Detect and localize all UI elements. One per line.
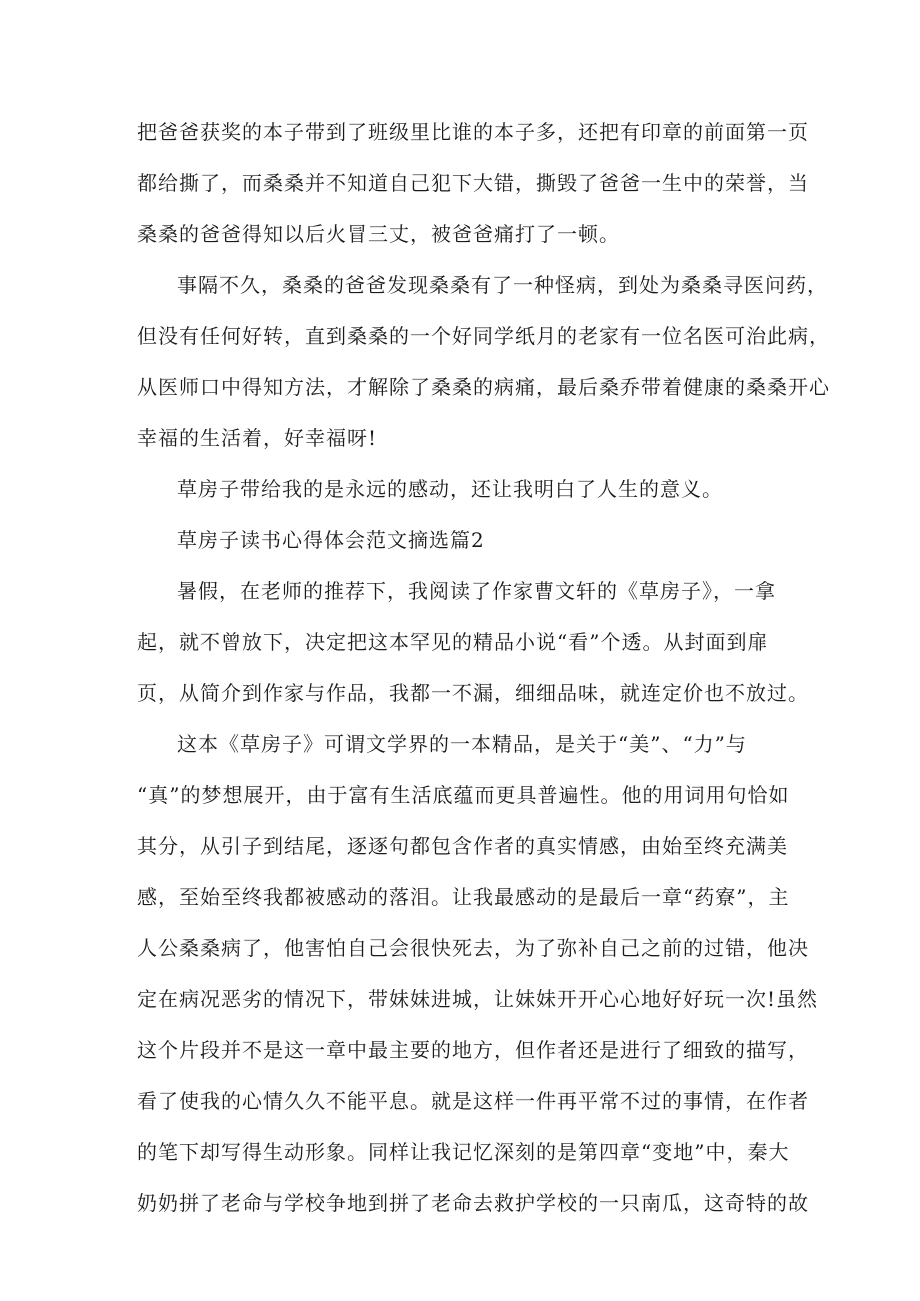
text-line-10: 暑假，在老师的推荐下，我阅读了作家曹文轩的《草房子》，一拿 [177,579,776,603]
text-line-12: 页，从简介到作家与作品，我都一不漏，细细品味，就连定价也不放过。 [137,681,809,705]
text-line-16: 感，至始至终我都被感动的落泪。让我最感动的是最后一章“药寮”，主 [137,885,790,909]
text-line-7: 幸福的生活着，好幸福呀! [137,426,378,450]
text-line-8: 草房子带给我的是永远的感动，还让我明白了人生的意义。 [177,477,723,501]
text-line-5: 但没有任何好转，直到桑桑的一个好同学纸月的老家有一位名医可治此病， [137,324,830,348]
section-heading: 草房子读书心得体会范文摘选篇2 [177,528,485,552]
text-line-4: 事隔不久，桑桑的爸爸发现桑桑有了一种怪病，到处为桑桑寻医问药， [177,273,828,297]
text-line-2: 都给撕了，而桑桑并不知道自己犯下大错，撕毁了爸爸一生中的荣誉，当 [137,171,809,195]
text-line-18: 定在病况恶劣的情况下，带妹妹进城，让妹妹开开心心地好好玩一次!虽然 [137,987,819,1011]
text-line-19: 这个片段并不是这一章中最主要的地方，但作者还是进行了细致的描写， [137,1038,809,1062]
text-line-20: 看了使我的心情久久不能平息。就是这样一件再平常不过的事情，在作者 [137,1089,809,1113]
text-line-22: 奶奶拼了老命与学校争地到拼了老命去救护学校的一只南瓜，这奇特的故 [137,1191,809,1215]
text-line-3: 桑桑的爸爸得知以后火冒三丈，被爸爸痛打了一顿。 [137,222,620,246]
text-line-1: 把爸爸获奖的本子带到了班级里比谁的本子多，还把有印章的前面第一页 [137,120,809,144]
text-line-14: “真”的梦想展开，由于富有生活底蕴而更具普遍性。他的用词用句恰如 [137,783,790,807]
text-line-13: 这本《草房子》可谓文学界的一本精品，是关于“美”、“力”与 [177,732,747,756]
text-line-6: 从医师口中得知方法，才解除了桑桑的病痛，最后桑乔带着健康的桑桑开心 [137,375,830,399]
text-line-17: 人公桑桑病了，他害怕自己会很快死去，为了弥补自己之前的过错，他决 [137,936,809,960]
text-line-15: 其分，从引子到结尾，逐逐句都包含作者的真实情感，由始至终充满美 [137,834,788,858]
text-line-21: 的笔下却写得生动形象。同样让我记忆深刻的是第四章“变地”中，秦大 [137,1140,790,1164]
text-line-11: 起，就不曾放下，决定把这本罕见的精品小说“看”个透。从封面到扉 [137,630,769,654]
